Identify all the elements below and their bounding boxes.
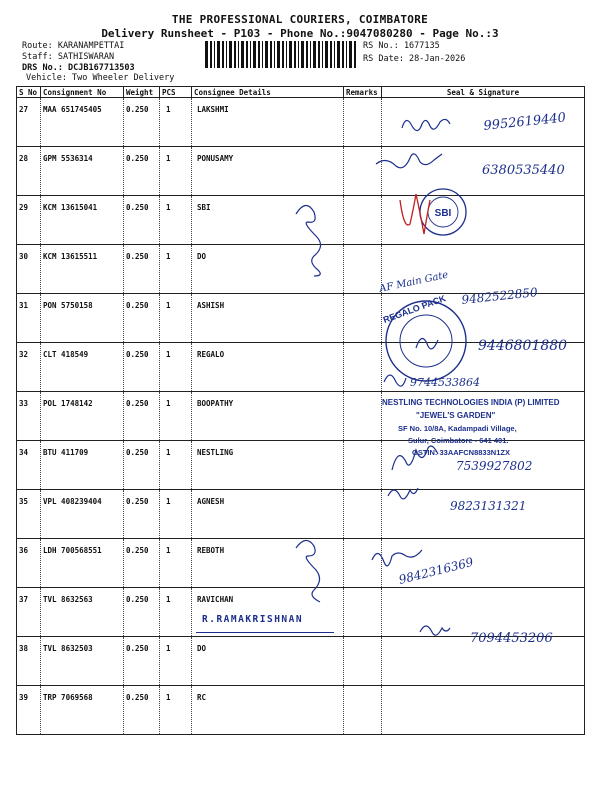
signature-cell xyxy=(382,539,585,588)
consignee-cell: NESTLING xyxy=(192,441,344,490)
remarks-cell xyxy=(344,490,382,539)
pcs-cell: 1 xyxy=(160,294,192,343)
signature-cell xyxy=(382,294,585,343)
signature-cell xyxy=(382,196,585,245)
barcode-bar xyxy=(238,41,239,68)
barcode xyxy=(205,41,357,68)
remarks-cell xyxy=(344,294,382,343)
weight-cell: 0.250 xyxy=(124,343,160,392)
weight-cell: 0.250 xyxy=(124,686,160,735)
rs-date-label: RS Date: 28-Jan-2026 xyxy=(363,54,466,64)
pcs-cell: 1 xyxy=(160,490,192,539)
barcode-bar xyxy=(334,41,335,68)
remarks-cell xyxy=(344,392,382,441)
rs-no-label: RS No.: 1677135 xyxy=(363,41,440,51)
phone-28: 6380535440 xyxy=(482,163,565,178)
table-header-row xyxy=(17,87,585,98)
barcode-bar xyxy=(301,41,304,68)
sno-cell: 34 xyxy=(17,441,41,490)
phone-36: 9823131321 xyxy=(450,499,527,513)
company-title: THE PROFESSIONAL COURIERS, COIMBATORE xyxy=(171,13,429,26)
weight-cell: 0.250 xyxy=(124,294,160,343)
sno-cell: 29 xyxy=(17,196,41,245)
signature-cell xyxy=(382,245,585,294)
table-row xyxy=(17,392,585,441)
weight-cell: 0.250 xyxy=(124,637,160,686)
barcode-bar xyxy=(322,41,323,68)
header-consignee: Consignee Details xyxy=(192,87,344,98)
table-row xyxy=(17,490,585,539)
pcs-cell: 1 xyxy=(160,441,192,490)
table-row xyxy=(17,343,585,392)
remarks-cell xyxy=(344,588,382,637)
barcode-bar xyxy=(313,41,316,68)
nestling-stamp-gstin: GSTIN: 33AAFCN8833N1ZX xyxy=(412,448,510,457)
pcs-cell: 1 xyxy=(160,196,192,245)
sno-cell: 38 xyxy=(17,637,41,686)
pcs-cell: 1 xyxy=(160,637,192,686)
consignee-cell: RC xyxy=(192,686,344,735)
sno-cell: 28 xyxy=(17,147,41,196)
weight-cell: 0.250 xyxy=(124,441,160,490)
barcode-bar xyxy=(349,41,352,68)
consignment-cell: TVL 8632563 xyxy=(41,588,124,637)
consignee-cell: BOOPATHY xyxy=(192,392,344,441)
table-row xyxy=(17,686,585,735)
phone-35: 7539927802 xyxy=(456,459,533,473)
pcs-cell: 1 xyxy=(160,245,192,294)
pcs-cell: 1 xyxy=(160,343,192,392)
barcode-bar xyxy=(274,41,275,68)
weight-cell: 0.250 xyxy=(124,539,160,588)
pcs-cell: 1 xyxy=(160,588,192,637)
weight-cell: 0.250 xyxy=(124,490,160,539)
consignment-cell: PON 5750158 xyxy=(41,294,124,343)
consignment-cell: VPL 408239404 xyxy=(41,490,124,539)
remarks-cell xyxy=(344,343,382,392)
barcode-bar xyxy=(217,41,220,68)
consignment-cell: KCM 13615511 xyxy=(41,245,124,294)
phone-31: 9482522850 xyxy=(460,285,539,307)
nestling-stamp-addr2: SF No. 10/8A, Kadampadi Village, xyxy=(398,424,517,433)
table-row xyxy=(17,196,585,245)
signature-cell xyxy=(382,588,585,637)
weight-cell: 0.250 xyxy=(124,196,160,245)
sbi-stamp-text: SBI xyxy=(434,208,452,219)
barcode-bar xyxy=(205,41,208,68)
signature-cell xyxy=(382,441,585,490)
remarks-cell xyxy=(344,441,382,490)
rc-underline xyxy=(196,632,334,633)
table-row xyxy=(17,539,585,588)
consignee-cell: SBI xyxy=(192,196,344,245)
weight-cell: 0.250 xyxy=(124,588,160,637)
signature-cell xyxy=(382,392,585,441)
sno-cell: 31 xyxy=(17,294,41,343)
barcode-bar xyxy=(226,41,227,68)
pcs-cell: 1 xyxy=(160,392,192,441)
barcode-bar xyxy=(286,41,287,68)
signature-cell xyxy=(382,343,585,392)
barcode-bar xyxy=(246,41,248,68)
weight-cell: 0.250 xyxy=(124,392,160,441)
rc-receiver-name: R.RAMAKRISHNAN xyxy=(202,614,304,625)
sno-cell: 30 xyxy=(17,245,41,294)
sno-cell: 36 xyxy=(17,539,41,588)
pcs-cell: 1 xyxy=(160,147,192,196)
remarks-cell xyxy=(344,637,382,686)
remarks-cell xyxy=(344,98,382,147)
barcode-bar xyxy=(277,41,280,68)
barcode-bar xyxy=(342,41,344,68)
barcode-bar xyxy=(306,41,308,68)
consignee-cell: ASHISH xyxy=(192,294,344,343)
barcode-bar xyxy=(229,41,232,68)
pcs-cell: 1 xyxy=(160,686,192,735)
table-row xyxy=(17,147,585,196)
consignment-cell: TRP 7069568 xyxy=(41,686,124,735)
barcode-bar xyxy=(214,41,215,68)
table-row xyxy=(17,245,585,294)
nestling-stamp-addr3: Sulur, Coimbatore - 641 401. xyxy=(408,436,509,445)
header-remarks: Remarks xyxy=(344,87,382,98)
barcode-bar xyxy=(265,41,268,68)
signature-cell xyxy=(382,98,585,147)
consignee-cell: RAVICHAN xyxy=(192,588,344,637)
header-pcs: PCS xyxy=(160,87,192,98)
consignment-cell: LDH 700568551 xyxy=(41,539,124,588)
weight-cell: 0.250 xyxy=(124,245,160,294)
consignment-cell: POL 1748142 xyxy=(41,392,124,441)
phone-27: 9952619440 xyxy=(482,110,567,134)
barcode-bar xyxy=(310,41,311,68)
nestling-stamp-addr1: "JEWEL'S GARDEN" xyxy=(416,411,496,420)
barcode-bar xyxy=(250,41,251,68)
barcode-bar xyxy=(289,41,292,68)
header-signature: Seal & Signature xyxy=(382,87,585,98)
route-label: Route: KARANAMPETTAI xyxy=(22,41,125,51)
signature-cell xyxy=(382,147,585,196)
regalo-stamp-text: REGALO PACK xyxy=(381,293,448,326)
phone-32: 9446801880 xyxy=(478,338,568,354)
consignment-cell: CLT 418549 xyxy=(41,343,124,392)
remarks-cell xyxy=(344,196,382,245)
barcode-bar xyxy=(346,41,347,68)
barcode-bar xyxy=(337,41,340,68)
pcs-cell: 1 xyxy=(160,98,192,147)
barcode-bar xyxy=(241,41,244,68)
signature-cell xyxy=(382,637,585,686)
runsheet-table xyxy=(16,86,585,735)
barcode-bar xyxy=(210,41,212,68)
remarks-cell xyxy=(344,245,382,294)
table-row xyxy=(17,637,585,686)
phone-39: 7094453206 xyxy=(470,631,553,646)
signature-cell xyxy=(382,490,585,539)
barcode-bar xyxy=(222,41,224,68)
remarks-cell xyxy=(344,686,382,735)
phone-38: 9842316369 xyxy=(397,554,475,587)
consignment-cell: KCM 13615041 xyxy=(41,196,124,245)
remarks-cell xyxy=(344,147,382,196)
barcode-bar xyxy=(262,41,263,68)
sno-cell: 27 xyxy=(17,98,41,147)
table-row xyxy=(17,588,585,637)
sno-cell: 33 xyxy=(17,392,41,441)
barcode-bar xyxy=(318,41,320,68)
sno-cell: 35 xyxy=(17,490,41,539)
remarks-cell xyxy=(344,539,382,588)
barcode-bar xyxy=(354,41,356,68)
consignment-cell: GPM 5536314 xyxy=(41,147,124,196)
consignee-cell: LAKSHMI xyxy=(192,98,344,147)
barcode-bar xyxy=(234,41,236,68)
barcode-bar xyxy=(325,41,328,68)
header-sno: S No xyxy=(17,87,41,98)
sno-cell: 39 xyxy=(17,686,41,735)
signature-cell xyxy=(382,686,585,735)
weight-cell: 0.250 xyxy=(124,147,160,196)
table-row xyxy=(17,294,585,343)
barcode-bar xyxy=(253,41,256,68)
consignment-cell: TVL 8632503 xyxy=(41,637,124,686)
note-31: AF Main Gate xyxy=(378,269,450,295)
consignment-cell: BTU 411709 xyxy=(41,441,124,490)
sno-cell: 37 xyxy=(17,588,41,637)
barcode-bar xyxy=(282,41,284,68)
barcode-bar xyxy=(330,41,332,68)
phone-33: 9744533864 xyxy=(410,376,480,389)
table-row xyxy=(17,441,585,490)
header-consignment: Consignment No xyxy=(41,87,124,98)
staff-label: Staff: SATHISWARAN xyxy=(22,52,115,62)
consignee-cell: REBOTH xyxy=(192,539,344,588)
runsheet-subtitle: Delivery Runsheet - P103 - Phone No.:9047080280 - Page No.:3 xyxy=(101,27,499,40)
consignee-cell: AGNESH xyxy=(192,490,344,539)
drs-label: DRS No.: DCJB167713503 xyxy=(22,63,135,73)
weight-cell: 0.250 xyxy=(124,98,160,147)
consignee-cell: DO xyxy=(192,637,344,686)
consignee-cell: REGALO xyxy=(192,343,344,392)
nestling-stamp-name: NESTLING TECHNOLOGIES INDIA (P) LIMITED xyxy=(382,398,560,407)
barcode-bar xyxy=(294,41,296,68)
pcs-cell: 1 xyxy=(160,539,192,588)
consignment-cell: MAA 651745405 xyxy=(41,98,124,147)
consignee-cell: PONUSAMY xyxy=(192,147,344,196)
header-weight: Weight xyxy=(124,87,160,98)
barcode-bar xyxy=(258,41,260,68)
barcode-bar xyxy=(270,41,272,68)
table-row xyxy=(17,98,585,147)
consignee-cell: DO xyxy=(192,245,344,294)
barcode-bar xyxy=(298,41,299,68)
vehicle-label: Vehicle: Two Wheeler Delivery xyxy=(26,73,175,83)
sno-cell: 32 xyxy=(17,343,41,392)
